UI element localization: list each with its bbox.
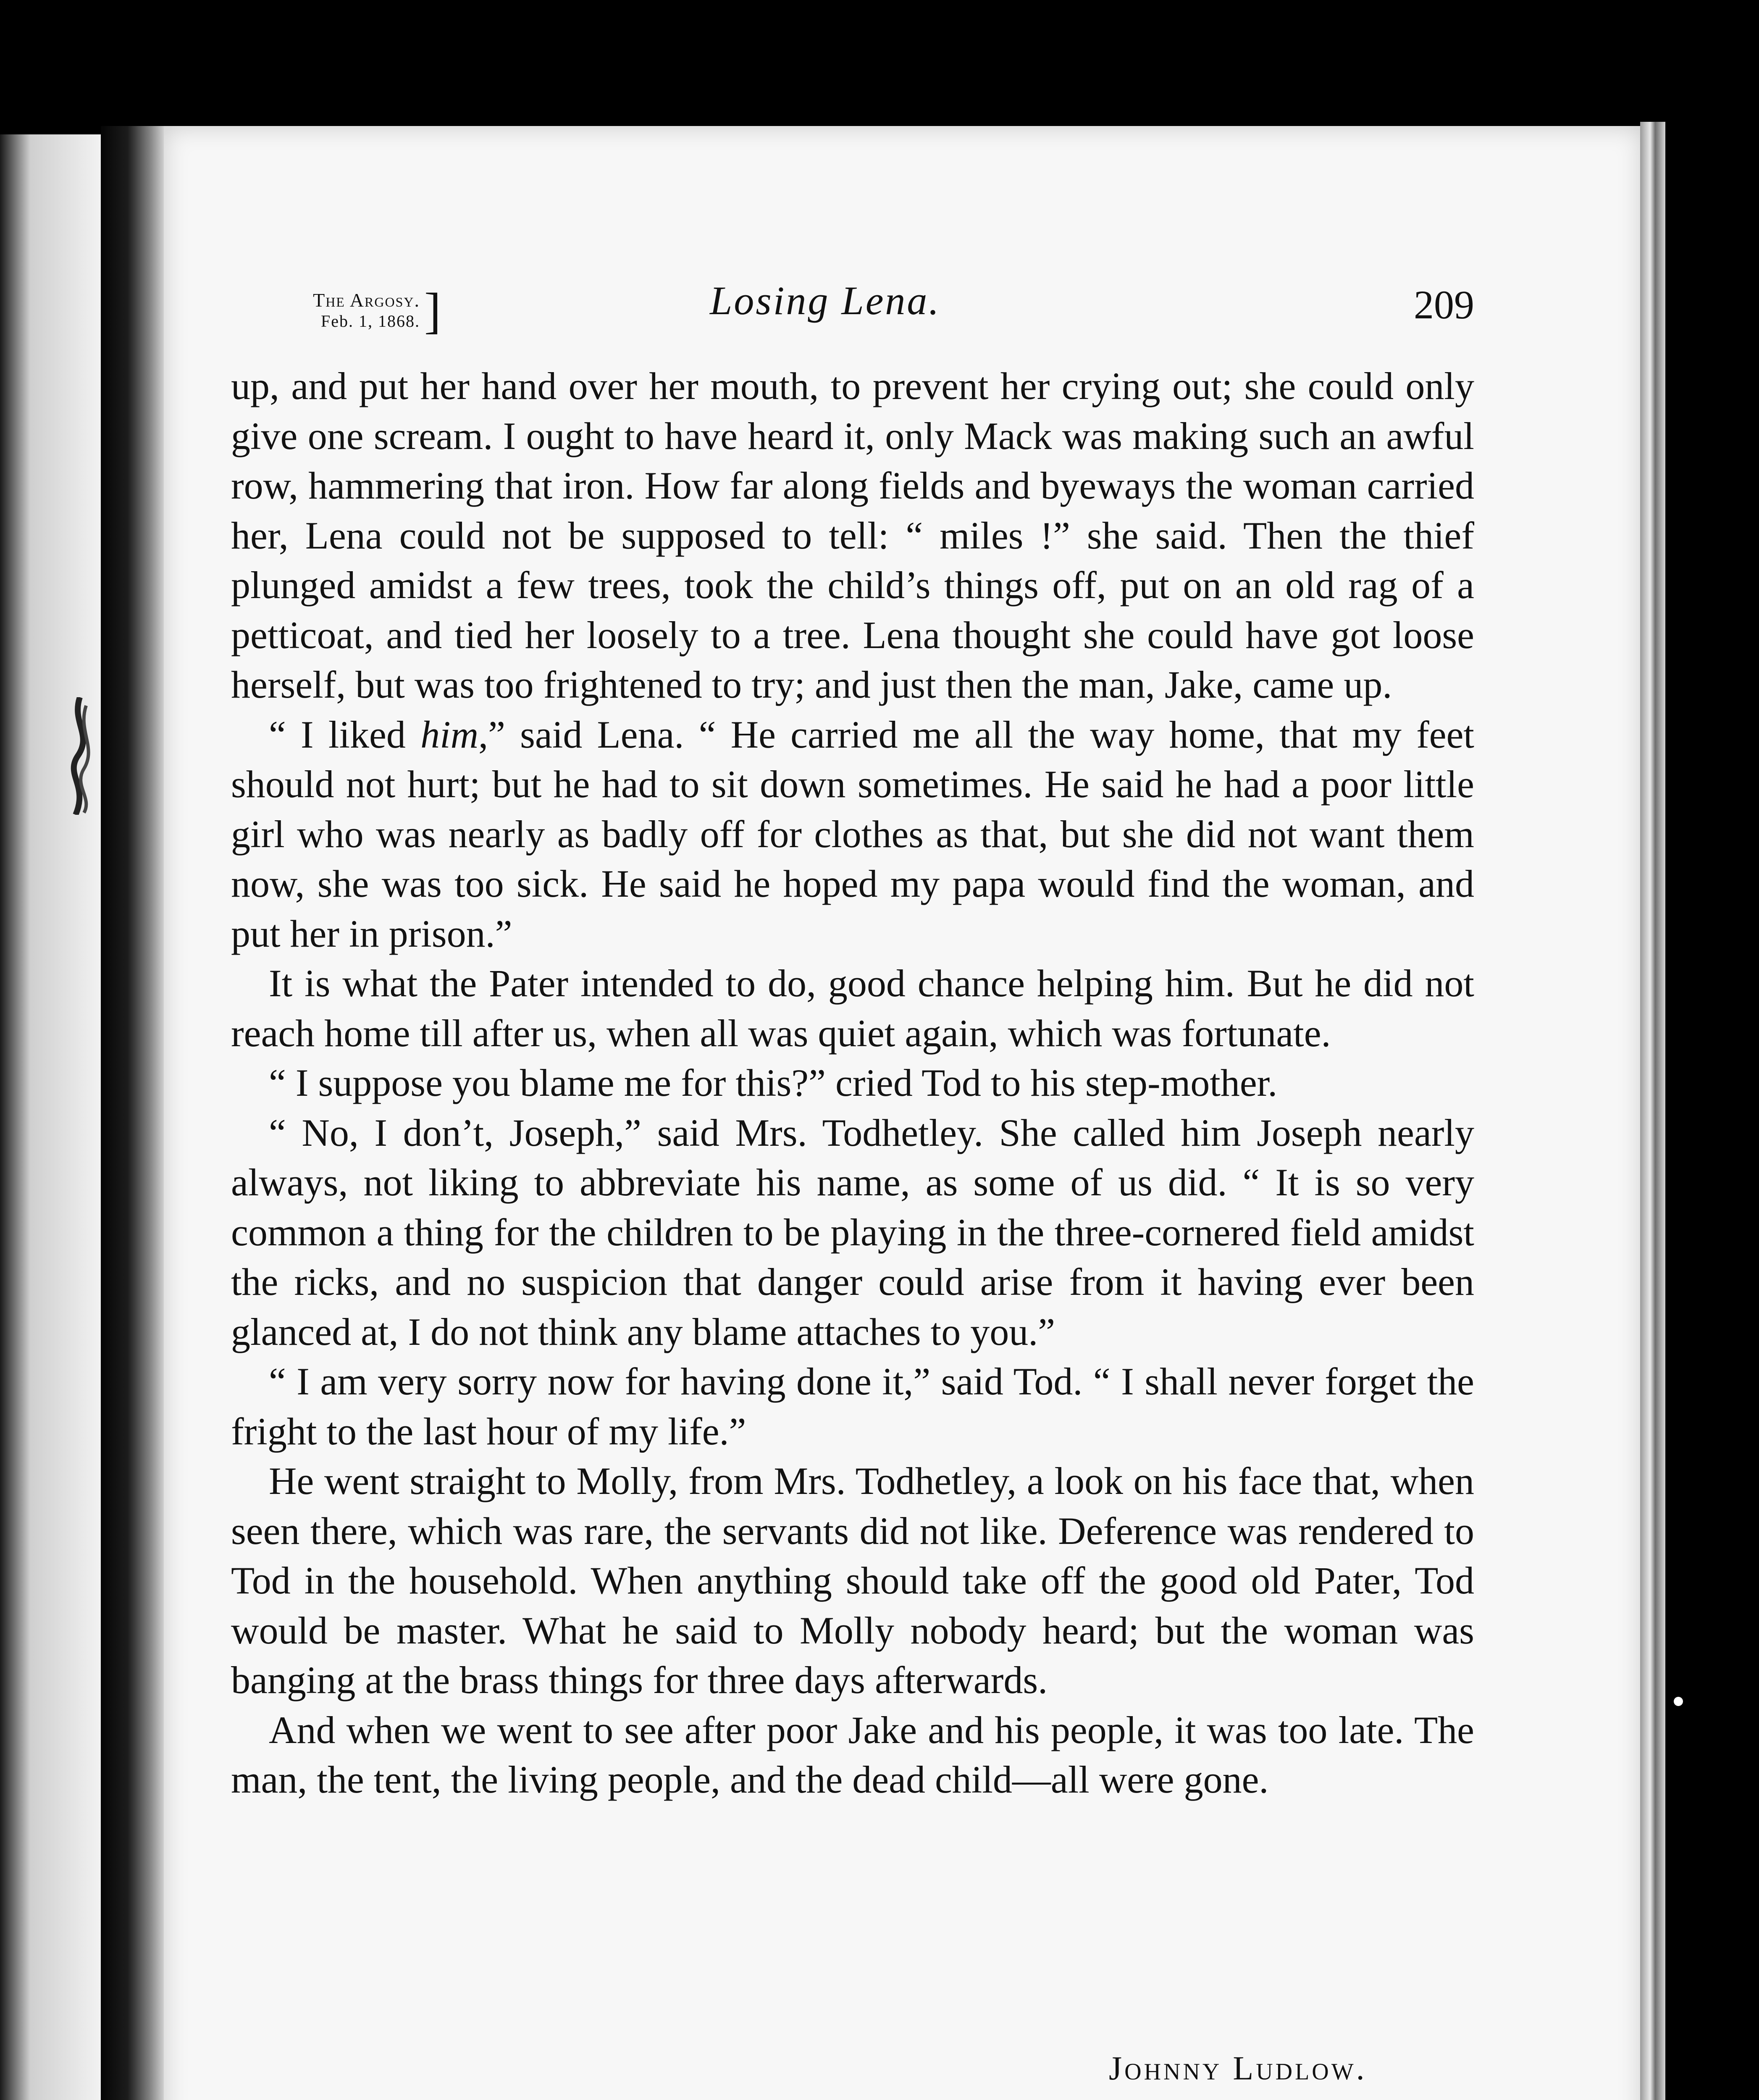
page-stack-edge — [1640, 122, 1665, 2100]
scan-speck — [1674, 1697, 1683, 1706]
paragraph: “ I am very sorry now for having done it,” said Tod. “ I shall never forget the fright to the last hour of my life.” — [231, 1360, 1474, 1453]
paragraph: It is what the Pater intended to do, good chance helping him. But he did not reach home till after us, when all was quiet again, which was fortunate. — [231, 962, 1474, 1055]
paragraph: “ I suppose you blame me for this?” cried Tod to his step-mother. — [269, 1061, 1278, 1104]
header-bracket: ] — [424, 283, 441, 339]
previous-page-edge — [0, 134, 101, 2100]
paragraph: He went straight to Molly, from Mrs. Todhetley, a look on his face that, when seen there, which was rare, the servants did not like. Deference was rendered to Tod in the household. When anything should take off the good old Pater, Tod would be master. What he said to Molly nobody heard; but the woman was banging at the brass things for three days afterwards. — [231, 1460, 1474, 1701]
body-text — [231, 361, 1474, 1805]
paragraph: “ No, I don’t, Joseph,” said Mrs. Todhetley. She called him Joseph nearly always, not liking to abbreviate his name, as some of us did. “ It is so very common a thing for the children to be playing in the three-cornered field amidst the ricks, and no suspicion that danger could arise from it having ever been glanced at, I do not think any blame attaches to you.” — [231, 1111, 1474, 1353]
paragraph: And when we went to see after poor Jake and his people, it was too late. The man, the tent, the living people, and the dead child—all were gone. — [231, 1708, 1474, 1801]
paragraph: “ I liked him,” said Lena. “ He carried me all the way home, that my feet should not hurt; but he had to sit down sometimes. He said he had a poor little girl who was nearly as badly off for clothes as that, but she did not want them now, she was too sick. He said he hoped my papa would find the woman, and put her in prison.” — [231, 713, 1474, 955]
author-signature: Johnny Ludlow. — [1109, 2050, 1367, 2087]
page-title: Losing Lena. — [710, 278, 941, 323]
book-spine — [101, 126, 168, 2100]
running-header — [248, 273, 1474, 344]
source-magazine: The Argosy. — [313, 289, 420, 311]
running-source — [248, 290, 420, 332]
paragraph: up, and put her hand over her mouth, to prevent her crying out; she could only give one scream. I ought to have heard it, only Mack was making such an awful row, hammering that iron. How far along fields and byeways the woman carried her, Lena could not be supposed to tell: “ miles !” she said. Then the thief plunged amidst a few trees, took the child’s things off, put on an old rag of a petticoat, and tied her loosely to a tree. Lena thought she could have got loose herself, but was too frightened to try; and just then the man, Jake, came up. — [231, 365, 1474, 706]
page-number: 209 — [1414, 282, 1474, 327]
bookmark-ribbon-icon — [55, 697, 101, 815]
source-date: Feb. 1, 1868. — [321, 312, 420, 331]
